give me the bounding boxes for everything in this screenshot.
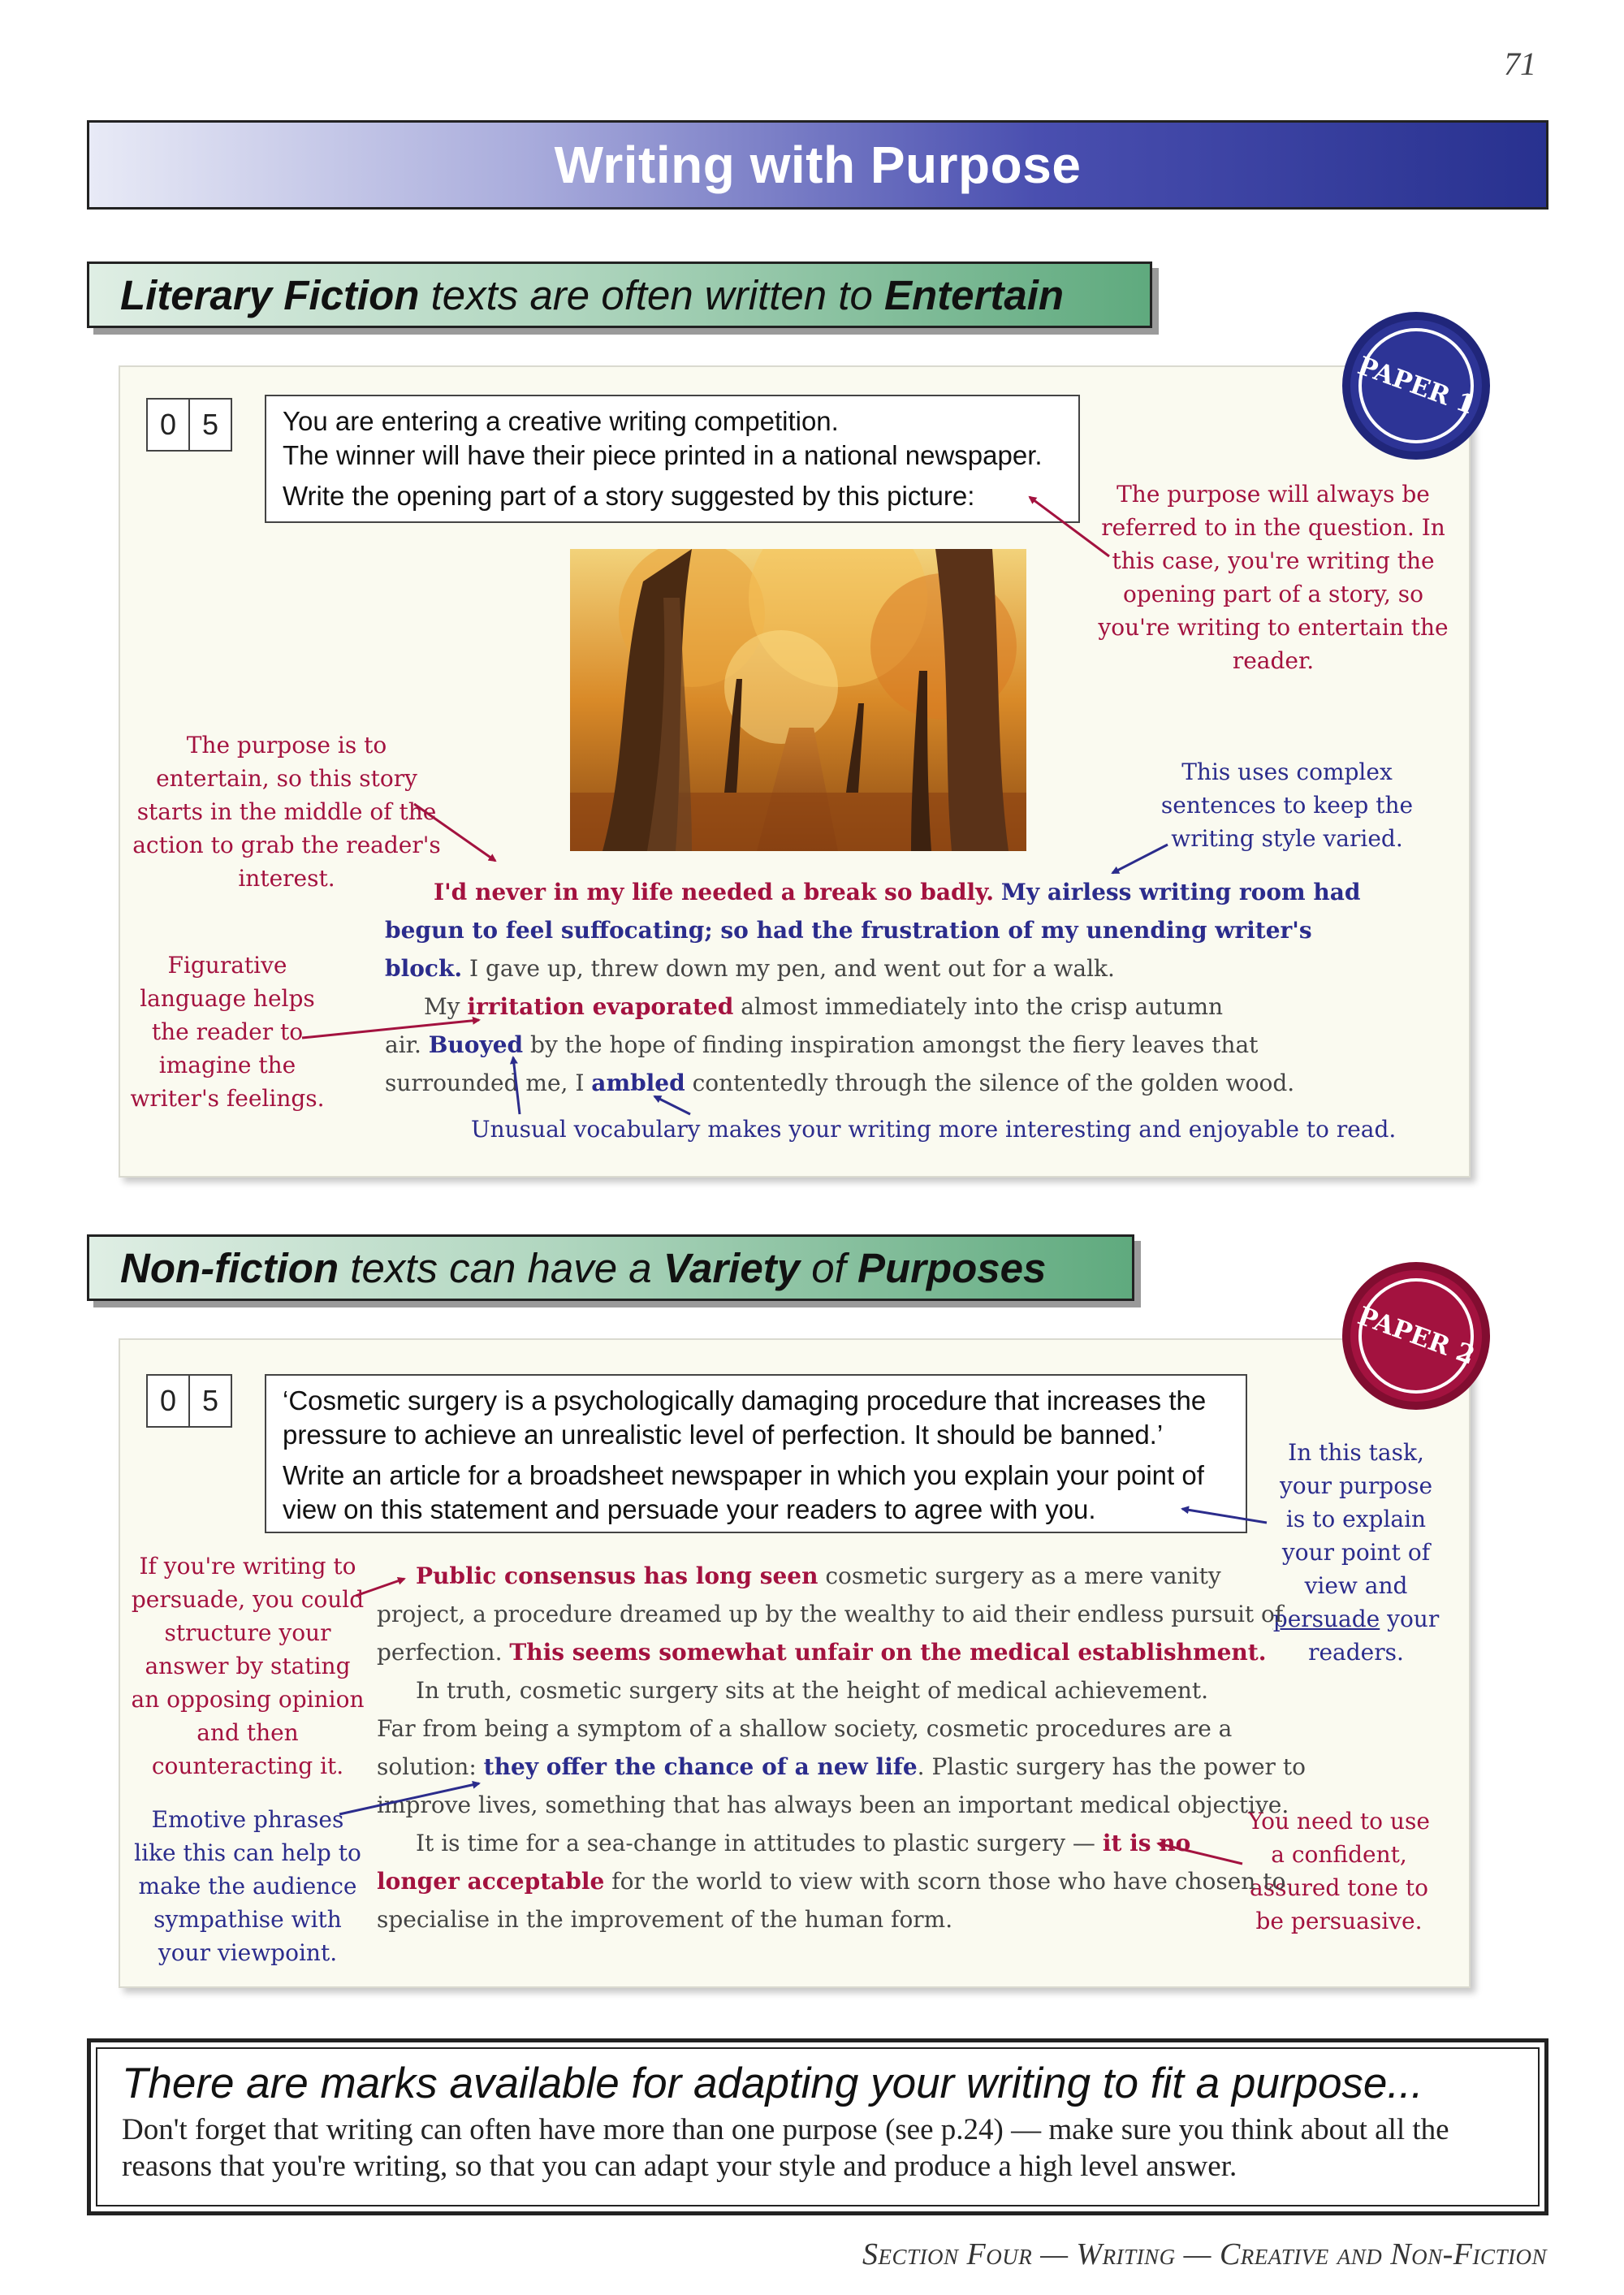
question-digit: 0 xyxy=(159,1384,177,1417)
story-line: My irritation evaporated almost immediately into the crisp autumn xyxy=(424,993,1224,1020)
question-box xyxy=(265,1374,1247,1533)
forest-photo xyxy=(570,549,1026,851)
note-figurative-language: Figurative language helps the reader to imagine the writer's feelings. xyxy=(130,952,325,1112)
note-task-purpose: In this task, your purpose is to explain your point of view and persuade your readers. xyxy=(1272,1439,1440,1666)
heading-bold-text: Entertain xyxy=(884,271,1065,318)
heading-bold-text: Variety xyxy=(663,1244,801,1291)
story-line: air. Buoyed by the hope of finding inspiration amongst the fiery leaves that xyxy=(385,1031,1259,1058)
forest-image-icon xyxy=(570,549,1026,851)
question-digit: 5 xyxy=(188,1376,231,1426)
note-opposing-opinion: If you're writing to persuade, you could structure your answer by stating an opposing opinion and then counteracting it. xyxy=(131,1553,365,1779)
question-task: Write an article for a broadsheet newspaper in which you explain your point of view on this statement and persuade your readers to agree with you. xyxy=(283,1460,1204,1524)
summary-box xyxy=(87,2038,1548,2215)
article-line: It is time for a sea-change in attitudes to plastic surgery — it is no xyxy=(416,1830,1191,1856)
article-line: longer acceptable for the world to view with scorn those who have chosen to xyxy=(377,1868,1286,1895)
heading-bold-text: Purposes xyxy=(857,1244,1047,1291)
note-unusual-vocabulary: Unusual vocabulary makes your writing more interesting and enjoyable to read. xyxy=(471,1116,1397,1143)
article-line: improve lives, something that has always been an important medical objective. xyxy=(377,1791,1289,1818)
note-entertain: The purpose is to entertain, so this story starts in the middle of the action to grab the reader's interest. xyxy=(132,732,441,892)
page-title-banner xyxy=(87,120,1548,210)
article-example xyxy=(377,1557,1306,1938)
question-number xyxy=(146,398,232,452)
note-complex-sentences: This uses complex sentences to keep the writing style varied. xyxy=(1160,759,1414,852)
badge-label: PAPER 2 xyxy=(1354,1301,1479,1371)
article-line: solution: they offer the chance of a new life. Plastic surgery has the power to xyxy=(377,1753,1306,1780)
note-confident-tone: You need to use a confident, assured tone to be persuasive. xyxy=(1248,1808,1430,1934)
question-number xyxy=(146,1374,232,1428)
note-emotive-phrases: Emotive phrases like this can help to make the audience sympathise with your viewpoint. xyxy=(134,1806,361,1966)
paper-1-badge xyxy=(1342,312,1490,460)
story-example xyxy=(385,873,1360,1102)
question-quote: ‘Cosmetic surgery is a psychologically damaging procedure that increases the pressure to achieve an unrealistic level of perfection. It should be banned.’ xyxy=(283,1385,1207,1450)
summary-body: Don't forget that writing can often have more than one purpose (see p.24) — make sure you think about all the reasons that you're writing, so that you can adapt your style and produce a high level answer. xyxy=(122,2113,1449,2183)
question-line: Write the opening part of a story suggested by this picture: xyxy=(283,481,975,511)
page-number: 71 xyxy=(1504,45,1536,82)
story-line: block. I gave up, threw down my pen, and went out for a walk. xyxy=(385,955,1115,982)
question-digit: 5 xyxy=(188,400,231,450)
question-line: The winner will have their piece printed in a national newspaper. xyxy=(283,440,1043,470)
section-heading-fiction xyxy=(87,261,1152,328)
section-heading-nonfiction xyxy=(87,1234,1134,1301)
heading-text: texts can have a xyxy=(339,1244,663,1291)
story-line: I'd never in my life needed a break so badly. My airless writing room had xyxy=(434,879,1361,905)
article-line: project, a procedure dreamed up by the wealthy to aid their endless pursuit of xyxy=(377,1601,1284,1627)
question-box xyxy=(265,395,1080,523)
story-line: begun to feel suffocating; so had the frustration of my unending writer's xyxy=(385,917,1312,944)
section-footer: Section Four — Writing — Creative and Non-Fiction xyxy=(862,2237,1547,2271)
heading-text: texts are often written to xyxy=(419,271,885,318)
question-digit: 0 xyxy=(159,408,177,441)
note-purpose: The purpose will always be referred to in the question. In this case, you're writing the opening part of a story, so you're writing to entertain the reader. xyxy=(1098,481,1449,674)
article-line: perfection. This seems somewhat unfair on the medical establishment. xyxy=(377,1639,1267,1666)
article-line: In truth, cosmetic surgery sits at the height of medical achievement. xyxy=(416,1677,1209,1704)
article-line: specialise in the improvement of the human form. xyxy=(377,1906,953,1933)
heading-text: of xyxy=(800,1244,857,1291)
question-line: You are entering a creative writing competition. xyxy=(283,406,839,436)
heading-bold-text: Literary Fiction xyxy=(120,271,420,318)
article-line: Far from being a symptom of a shallow society, cosmetic procedures are a xyxy=(377,1715,1233,1742)
heading-bold-text: Non-fiction xyxy=(120,1244,339,1291)
paper-2-badge xyxy=(1342,1262,1490,1410)
article-line: Public consensus has long seen cosmetic surgery as a mere vanity xyxy=(416,1562,1221,1589)
story-line: surrounded me, I ambled contentedly through the silence of the golden wood. xyxy=(385,1070,1295,1096)
page-title: Writing with Purpose xyxy=(554,136,1082,194)
summary-heading: There are marks available for adapting your writing to fit a purpose... xyxy=(122,2059,1423,2107)
badge-label: PAPER 1 xyxy=(1354,351,1479,421)
